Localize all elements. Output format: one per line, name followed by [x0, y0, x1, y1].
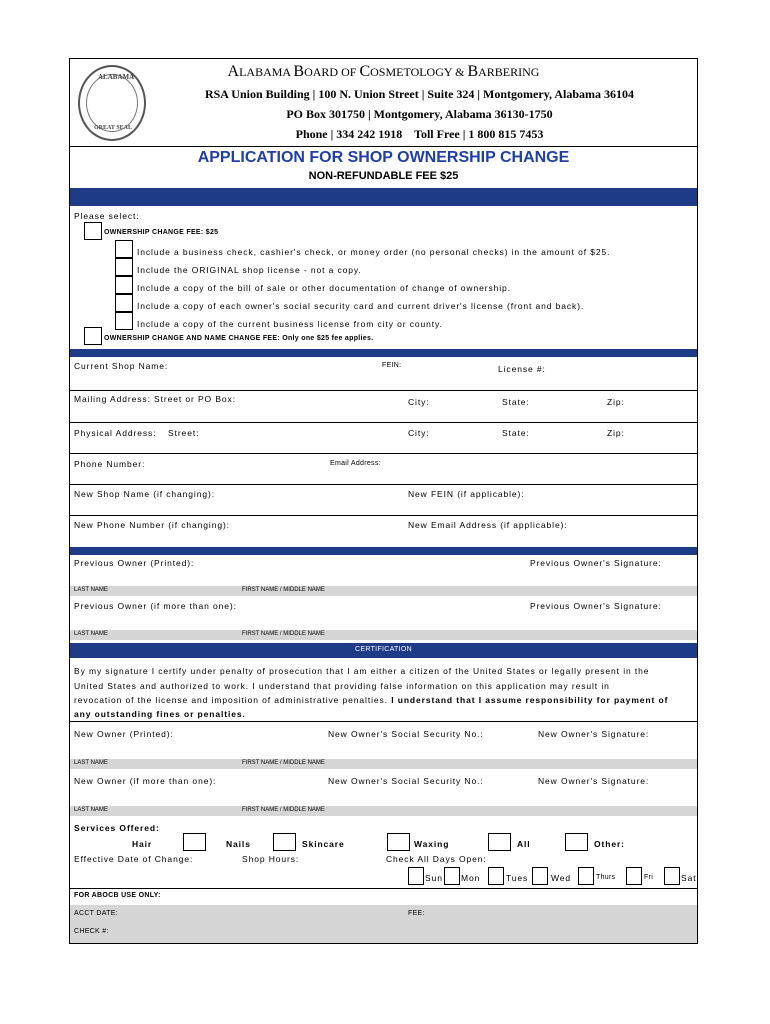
seal-bottom-text: GREAT SEAL	[94, 125, 132, 131]
new-phone-label: New Phone Number (if changing):	[74, 520, 230, 530]
street-label: Street:	[168, 428, 200, 438]
service-hair-checkbox[interactable]	[183, 833, 206, 851]
day-sun-checkbox[interactable]	[408, 867, 424, 885]
new-owner-label: New Owner (Printed):	[74, 729, 174, 739]
physical-state-label: State:	[502, 428, 530, 438]
certification-line-1: By my signature I certify under penalty of prosecution that I am either a citizen of the United States or legally present in the	[74, 666, 650, 676]
previous-owner-signature-label: Previous Owner's Signature:	[530, 558, 662, 568]
mailing-state-label: State:	[502, 397, 530, 407]
check-number-label: CHECK #:	[74, 928, 109, 935]
option-ownership-change: OWNERSHIP CHANGE FEE: $25	[104, 229, 219, 236]
ownership-name-change-checkbox[interactable]	[84, 327, 102, 345]
day-tues-label: Tues	[506, 873, 529, 883]
day-wed-label: Wed	[551, 873, 572, 883]
new-fein-label: New FEIN (if applicable):	[408, 489, 525, 499]
certification-line-4: any outstanding fines or penalties.	[74, 709, 246, 719]
first-middle-hint: FIRST NAME / MIDDLE NAME	[242, 587, 325, 593]
day-mon-label: Mon	[461, 873, 481, 883]
certification-heading: CERTIFICATION	[355, 646, 412, 653]
office-use-heading: FOR ABOCB USE ONLY:	[74, 892, 161, 899]
previous-owner-signature-label-2: Previous Owner's Signature:	[530, 601, 662, 611]
previous-owner-more-label: Previous Owner (if more than one):	[74, 601, 237, 611]
requirement-checkbox-3[interactable]	[115, 276, 133, 294]
license-label: License #:	[498, 364, 546, 374]
requirement-checkbox-1[interactable]	[115, 240, 133, 258]
day-sat-checkbox[interactable]	[664, 867, 680, 885]
check-days-label: Check All Days Open:	[386, 854, 487, 864]
mailing-zip-label: Zip:	[607, 397, 625, 407]
ownership-change-checkbox[interactable]	[84, 222, 102, 240]
application-form	[69, 58, 698, 944]
mailing-address-label: Mailing Address: Street or PO Box:	[74, 394, 236, 404]
new-owner-ssn-label-2: New Owner's Social Security No.:	[328, 776, 484, 786]
services-heading: Services Offered:	[74, 823, 160, 833]
name-format-row-4	[70, 806, 697, 816]
acct-date-label: ACCT DATE:	[74, 910, 118, 917]
requirement-4: Include a copy of each owner's social security card and current driver's license (front and back).	[137, 301, 585, 311]
previous-owner-label: Previous Owner (Printed):	[74, 558, 195, 568]
address-line-2: PO Box 301750 | Montgomery, Alabama 36130-1750	[286, 107, 553, 121]
first-middle-hint-3: FIRST NAME / MIDDLE NAME	[242, 760, 325, 766]
physical-city-label: City:	[408, 428, 430, 438]
form-title: APPLICATION FOR SHOP OWNERSHIP CHANGE	[197, 149, 570, 166]
new-shop-name-label: New Shop Name (if changing):	[74, 489, 215, 499]
new-owner-signature-label-2: New Owner's Signature:	[538, 776, 650, 786]
service-skincare-label: Skincare	[302, 839, 345, 849]
address-line-1: RSA Union Building | 100 N. Union Street | Suite 324 | Montgomery, Alabama 36104	[204, 87, 635, 101]
day-sat-label: Sat	[681, 873, 697, 883]
blue-divider-2	[70, 547, 697, 555]
last-name-hint-4: LAST NAME	[74, 807, 108, 813]
option-ownership-name-change: OWNERSHIP CHANGE AND NAME CHANGE FEE: Only one $25 fee applies.	[104, 335, 374, 342]
office-use-area	[70, 905, 697, 943]
service-nails-label: Nails	[226, 839, 251, 849]
service-all-label: All	[517, 839, 531, 849]
last-name-hint: LAST NAME	[74, 587, 108, 593]
email-address-label: Email Address:	[330, 460, 381, 467]
last-name-hint-2: LAST NAME	[74, 631, 108, 637]
requirement-2: Include the ORIGINAL shop license - not a copy.	[137, 265, 362, 275]
blue-band	[70, 188, 697, 206]
service-hair-label: Hair	[132, 839, 153, 849]
requirement-3: Include a copy of the bill of sale or other documentation of change of ownership.	[137, 283, 511, 293]
day-fri-checkbox[interactable]	[626, 867, 642, 885]
phone-line: Phone | 334 242 1918 Toll Free | 1 800 815 7453	[295, 127, 544, 141]
requirement-5: Include a copy of the current business license from city or county.	[137, 319, 443, 329]
first-middle-hint-4: FIRST NAME / MIDDLE NAME	[242, 807, 325, 813]
seal-top-text: ALABAMA	[98, 73, 135, 81]
name-format-row-3	[70, 759, 697, 769]
physical-zip-label: Zip:	[607, 428, 625, 438]
last-name-hint-3: LAST NAME	[74, 760, 108, 766]
service-other-label: Other:	[594, 839, 625, 849]
mailing-city-label: City:	[408, 397, 430, 407]
new-owner-ssn-label: New Owner's Social Security No.:	[328, 729, 484, 739]
header-title: ALABAMA BOARD OF COSMETOLOGY & BARBERING	[227, 63, 540, 80]
service-skincare-checkbox[interactable]	[387, 833, 410, 851]
blue-divider	[70, 349, 697, 357]
service-waxing-label: Waxing	[414, 839, 450, 849]
new-email-label: New Email Address (if applicable):	[408, 520, 568, 530]
day-sun-label: Sun	[425, 873, 443, 883]
effective-date-label: Effective Date of Change:	[74, 854, 194, 864]
new-owner-more-label: New Owner (if more than one):	[74, 776, 217, 786]
certification-line-2: United States and authorized to work. I understand that providing false information on this application may result in	[74, 681, 610, 691]
certification-line-3: revocation of the license and imposition of administrative penalties. I understand that I assume responsibility for payment of	[74, 695, 669, 705]
new-owner-signature-label: New Owner's Signature:	[538, 729, 650, 739]
phone-number-label: Phone Number:	[74, 459, 146, 469]
day-tues-checkbox[interactable]	[488, 867, 504, 885]
name-format-row-2	[70, 630, 697, 640]
day-thurs-checkbox[interactable]	[578, 867, 594, 885]
requirement-checkbox-5[interactable]	[115, 312, 133, 330]
service-nails-checkbox[interactable]	[273, 833, 296, 851]
service-waxing-checkbox[interactable]	[488, 833, 511, 851]
service-all-checkbox[interactable]	[565, 833, 588, 851]
name-format-row	[70, 586, 697, 596]
day-wed-checkbox[interactable]	[532, 867, 548, 885]
fee-line: NON-REFUNDABLE FEE $25	[308, 170, 459, 182]
physical-address-label: Physical Address:	[74, 428, 157, 438]
day-mon-checkbox[interactable]	[444, 867, 460, 885]
requirement-checkbox-4[interactable]	[115, 294, 133, 312]
fee-label: FEE:	[408, 910, 425, 917]
select-prompt: Please select:	[74, 211, 140, 221]
requirement-1: Include a business check, cashier's check, or money order (no personal checks) in the amount of $25.	[137, 247, 611, 257]
day-fri-label: Fri	[644, 874, 654, 881]
day-thurs-label: Thurs	[596, 874, 616, 881]
requirement-checkbox-2[interactable]	[115, 258, 133, 276]
first-middle-hint-2: FIRST NAME / MIDDLE NAME	[242, 631, 325, 637]
fein-label: FEIN:	[382, 362, 402, 369]
current-shop-name-label: Current Shop Name:	[74, 361, 169, 371]
shop-hours-label: Shop Hours:	[242, 854, 300, 864]
